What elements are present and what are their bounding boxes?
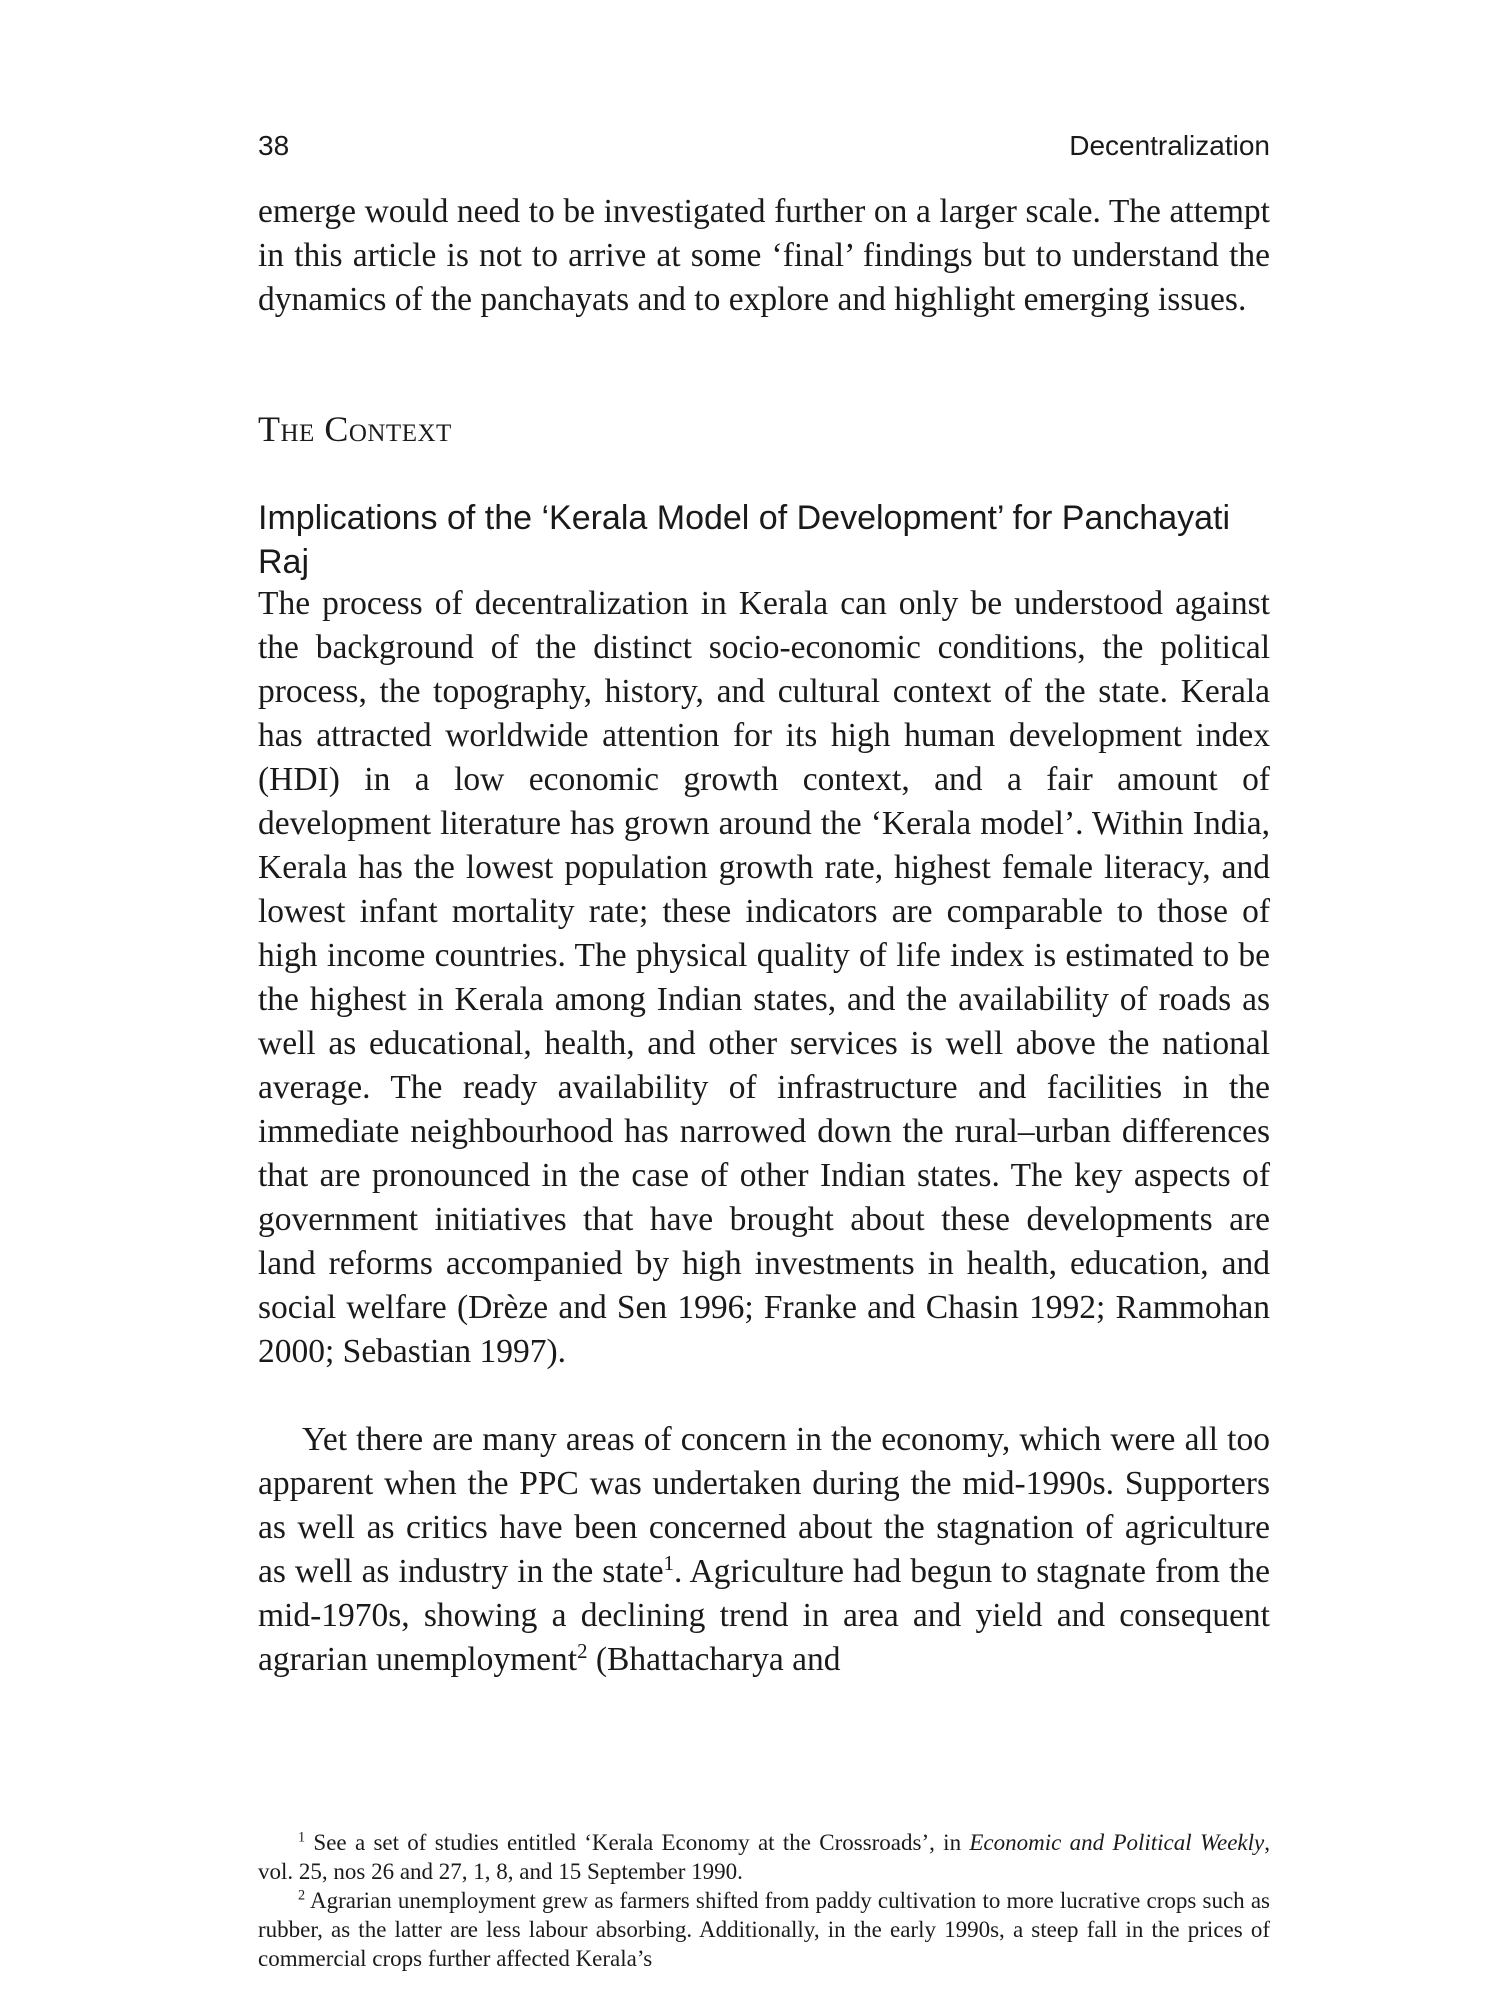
section-heading: The Context — [258, 409, 452, 449]
opening-paragraph: emerge would need to be investigated further on a larger scale. The attempt in this article is not to arrive at some ‘final’ findings but to understand the dynamics of the panchayats and to explore and highlight emerging issues. — [258, 193, 1270, 318]
footnote-2 — [258, 1886, 1270, 1973]
context-paragraph: The process of decentralization in Kerala can only be understood against the background of the distinct socio-economic conditions, the political process, the topography, history, and cultural context of the state. Kerala has attracted worldwide attention for its high human development index (HDI) in a low economic growth context, and a fair amount of development literature has grown around the ‘Kerala model’. Within India, Kerala has the lowest population growth rate, highest female literacy, and lowest infant mortality rate; these indicators are comparable to those of high income countries. The physical quality of life index is estimated to be the highest in Kerala among Indian states, and the availability of roads as well as educational, health, and other services is well above the national average. The ready availability of infrastructure and facilities in the immediate neighbourhood has narrowed down the rural–urban differences that are pronounced in the case of other Indian states. The key aspects of government initiatives that have brought about these developments are land reforms accompanied by high investments in health, education, and social welfare (Drèze and Sen 1996; Franke and Chasin 1992; Rammohan 2000; Sebastian 1997). — [258, 585, 1270, 1370]
concern-text-3: (Bhattacharya and — [587, 1641, 841, 1678]
concern-paragraph — [258, 1418, 1270, 1682]
footnote-ref-1[interactable]: 1 — [663, 1551, 675, 1575]
footnote-1-journal: Economic and Political Weekly — [969, 1830, 1265, 1855]
footnote-marker-2: 2 — [298, 1887, 306, 1904]
concern-text-1: Yet there are many areas of concern in the economy, which were all too apparent when the PPC was undertaken during the mid-1990s. Supporters as well as critics have been concerned about the stagnation of agriculture as well as industry in the state — [258, 1421, 1270, 1590]
sub-heading: Implications of the ‘Kerala Model of Development’ for Panchayati Raj — [258, 499, 1231, 581]
document-page — [258, 118, 1270, 1971]
footnote-marker-1: 1 — [298, 1829, 306, 1846]
running-header — [258, 130, 1270, 170]
footnote-1-text-a: See a set of studies entitled ‘Kerala Economy at the Crossroads’, in — [305, 1830, 970, 1855]
page-number: 38 — [258, 130, 290, 161]
running-title: Decentralization — [1069, 130, 1270, 161]
concern-text-2: . Agriculture had begun to stagnate from the mid-1970s, showing a declining trend in area and yield and consequent agrarian unemployment — [258, 1553, 1270, 1678]
footnote-2-text: Agrarian unemployment grew as farmers shifted from paddy cultivation to more lucrative crops such as rubber, as the latter are less labour absorbing. Additionally, in the early 1990s, a steep fall in the prices of commercial crops further affected Kerala’s — [258, 1888, 1270, 1971]
footnote-ref-2[interactable]: 2 — [577, 1639, 588, 1663]
footnote-1-text-b: , vol. 25, nos 26 and 27, 1, 8, and 15 September 1990. — [258, 1830, 1270, 1884]
footnote-1 — [258, 1828, 1270, 1886]
footnotes — [258, 1828, 1270, 1973]
